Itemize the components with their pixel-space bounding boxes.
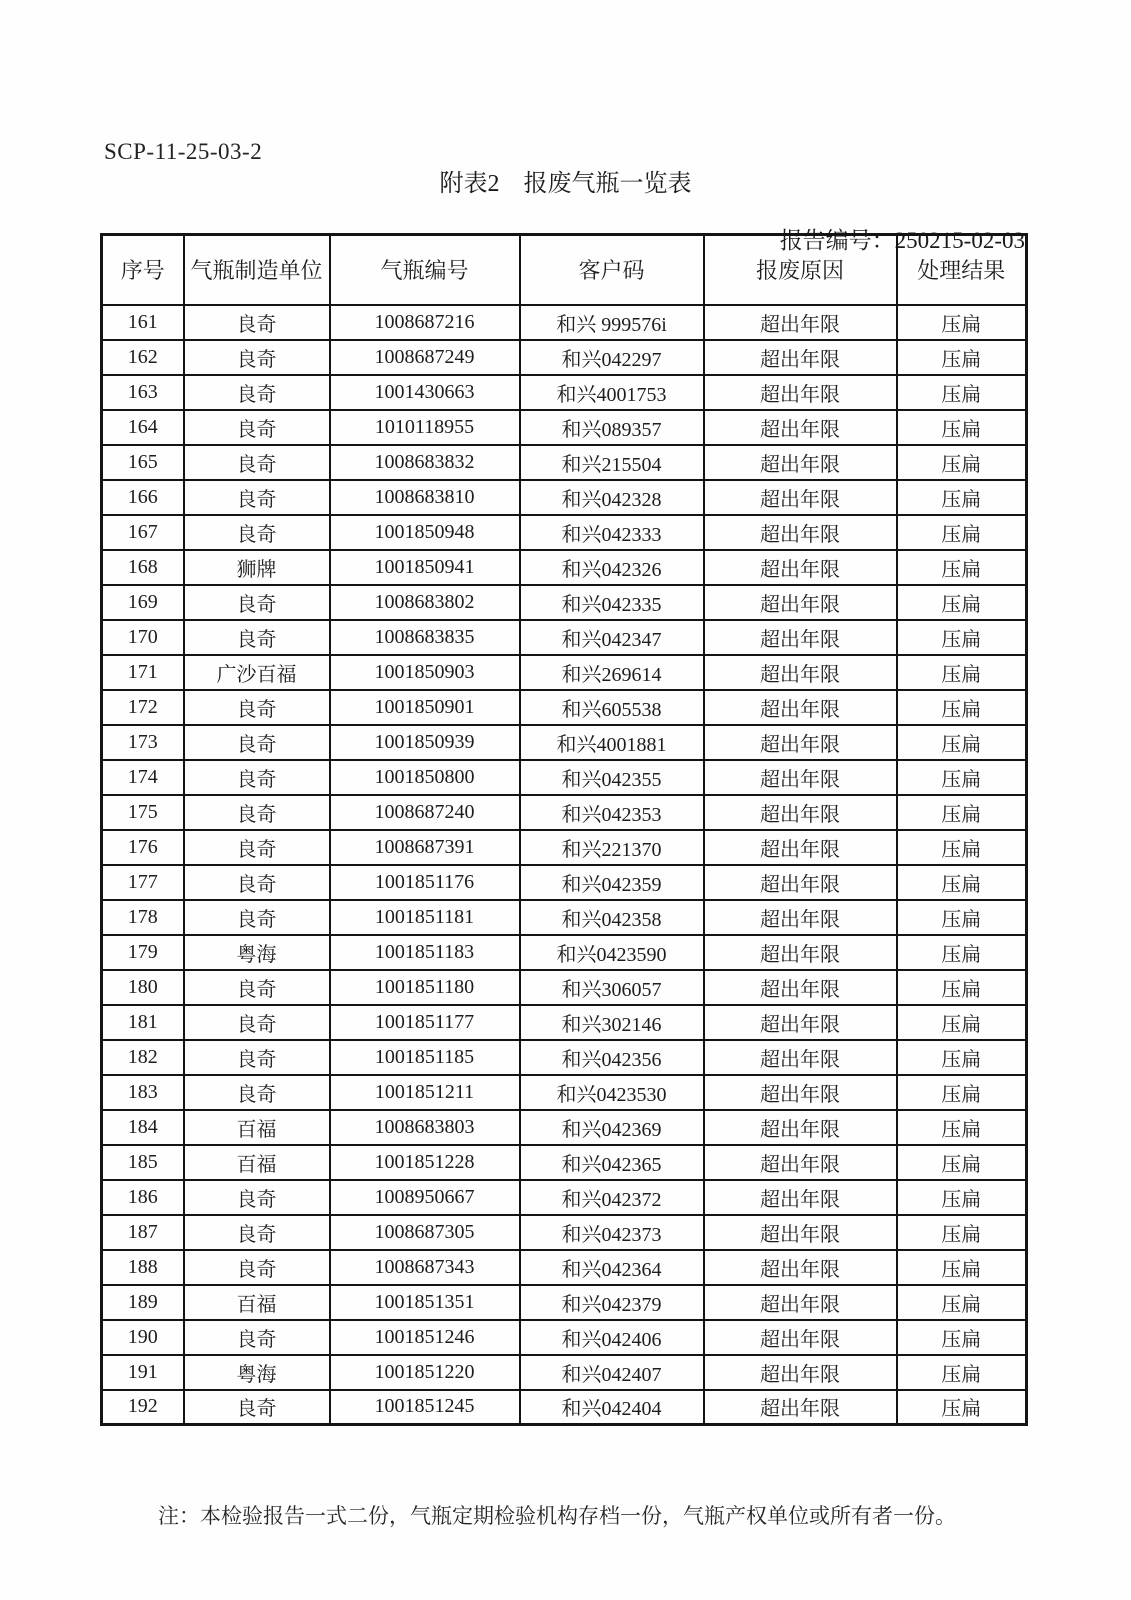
cell-customer-code: 和兴042335 (520, 585, 704, 620)
cell-result: 压扁 (897, 1180, 1027, 1215)
cell-manufacturer: 良奇 (184, 795, 330, 830)
cell-seq: 164 (102, 410, 184, 445)
cell-customer-code: 和兴042326 (520, 550, 704, 585)
cell-customer-code: 和兴042404 (520, 1390, 704, 1425)
cell-customer-code: 和兴042297 (520, 340, 704, 375)
cell-cylinder-no: 1001850939 (330, 725, 520, 760)
cell-customer-code: 和兴042364 (520, 1250, 704, 1285)
cell-customer-code: 和兴042365 (520, 1145, 704, 1180)
cell-customer-code: 和兴089357 (520, 410, 704, 445)
cell-customer-code: 和兴215504 (520, 445, 704, 480)
table-row (102, 795, 1027, 830)
cell-result: 压扁 (897, 480, 1027, 515)
cell-seq: 186 (102, 1180, 184, 1215)
table-row (102, 1145, 1027, 1180)
table-row (102, 1215, 1027, 1250)
cell-manufacturer: 良奇 (184, 1250, 330, 1285)
cell-manufacturer: 良奇 (184, 865, 330, 900)
cell-result: 压扁 (897, 760, 1027, 795)
cell-manufacturer: 良奇 (184, 340, 330, 375)
cell-scrap-reason: 超出年限 (704, 935, 897, 970)
document-code: SCP-11-25-03-2 (104, 139, 263, 164)
cell-seq: 175 (102, 795, 184, 830)
column-header-seq: 序号 (102, 235, 184, 305)
cell-result: 压扁 (897, 690, 1027, 725)
cell-manufacturer: 良奇 (184, 1320, 330, 1355)
cell-cylinder-no: 1008683810 (330, 480, 520, 515)
cell-manufacturer: 粤海 (184, 1355, 330, 1390)
cell-scrap-reason: 超出年限 (704, 620, 897, 655)
cell-manufacturer: 良奇 (184, 1390, 330, 1425)
cell-scrap-reason: 超出年限 (704, 1390, 897, 1425)
cell-seq: 163 (102, 375, 184, 410)
cell-result: 压扁 (897, 830, 1027, 865)
table-row (102, 900, 1027, 935)
cell-manufacturer: 良奇 (184, 480, 330, 515)
cell-cylinder-no: 1008683802 (330, 585, 520, 620)
cell-scrap-reason: 超出年限 (704, 690, 897, 725)
table-row (102, 830, 1027, 865)
column-header-customer-code: 客户码 (520, 235, 704, 305)
cell-scrap-reason: 超出年限 (704, 410, 897, 445)
cell-result: 压扁 (897, 1215, 1027, 1250)
cell-customer-code: 和兴042372 (520, 1180, 704, 1215)
cell-result: 压扁 (897, 585, 1027, 620)
cell-result: 压扁 (897, 1145, 1027, 1180)
cell-scrap-reason: 超出年限 (704, 1250, 897, 1285)
cell-manufacturer: 良奇 (184, 900, 330, 935)
cell-seq: 170 (102, 620, 184, 655)
cell-cylinder-no: 1001850941 (330, 550, 520, 585)
cell-result: 压扁 (897, 1005, 1027, 1040)
cell-seq: 177 (102, 865, 184, 900)
cell-seq: 165 (102, 445, 184, 480)
cell-customer-code: 和兴042356 (520, 1040, 704, 1075)
report-number-value: 250215-02-03 (894, 228, 1025, 253)
cell-manufacturer: 良奇 (184, 305, 330, 340)
cell-seq: 189 (102, 1285, 184, 1320)
cell-result: 压扁 (897, 725, 1027, 760)
cell-result: 压扁 (897, 1110, 1027, 1145)
cell-cylinder-no: 1008683832 (330, 445, 520, 480)
cell-customer-code: 和兴042328 (520, 480, 704, 515)
cell-result: 压扁 (897, 970, 1027, 1005)
cell-seq: 192 (102, 1390, 184, 1425)
cell-customer-code: 和兴0423590 (520, 935, 704, 970)
cell-manufacturer: 良奇 (184, 1075, 330, 1110)
cell-seq: 182 (102, 1040, 184, 1075)
cell-scrap-reason: 超出年限 (704, 1005, 897, 1040)
cell-seq: 191 (102, 1355, 184, 1390)
cell-seq: 169 (102, 585, 184, 620)
cell-cylinder-no: 1001851183 (330, 935, 520, 970)
table-row (102, 480, 1027, 515)
cell-scrap-reason: 超出年限 (704, 375, 897, 410)
table-row (102, 655, 1027, 690)
cell-customer-code: 和兴042379 (520, 1285, 704, 1320)
cell-seq: 179 (102, 935, 184, 970)
cell-cylinder-no: 1001850903 (330, 655, 520, 690)
cell-cylinder-no: 1008687305 (330, 1215, 520, 1250)
cell-cylinder-no: 1008687240 (330, 795, 520, 830)
cell-seq: 162 (102, 340, 184, 375)
cell-seq: 188 (102, 1250, 184, 1285)
cell-result: 压扁 (897, 1250, 1027, 1285)
cell-scrap-reason: 超出年限 (704, 480, 897, 515)
cell-customer-code: 和兴306057 (520, 970, 704, 1005)
table-row (102, 725, 1027, 760)
cell-cylinder-no: 1008687249 (330, 340, 520, 375)
cell-manufacturer: 百福 (184, 1285, 330, 1320)
table-row (102, 515, 1027, 550)
cell-seq: 173 (102, 725, 184, 760)
table-row (102, 690, 1027, 725)
cell-result: 压扁 (897, 340, 1027, 375)
cell-result: 压扁 (897, 1320, 1027, 1355)
cell-cylinder-no: 1008683835 (330, 620, 520, 655)
cell-seq: 185 (102, 1145, 184, 1180)
cell-scrap-reason: 超出年限 (704, 830, 897, 865)
cell-result: 压扁 (897, 620, 1027, 655)
cell-scrap-reason: 超出年限 (704, 340, 897, 375)
cell-cylinder-no: 1001851185 (330, 1040, 520, 1075)
cell-result: 压扁 (897, 515, 1027, 550)
cell-manufacturer: 良奇 (184, 1005, 330, 1040)
cell-result: 压扁 (897, 1285, 1027, 1320)
cell-seq: 168 (102, 550, 184, 585)
cell-manufacturer: 百福 (184, 1110, 330, 1145)
cell-result: 压扁 (897, 655, 1027, 690)
table-row (102, 1040, 1027, 1075)
table-row (102, 1005, 1027, 1040)
cell-cylinder-no: 1001851246 (330, 1320, 520, 1355)
cell-result: 压扁 (897, 900, 1027, 935)
cell-seq: 172 (102, 690, 184, 725)
cell-scrap-reason: 超出年限 (704, 585, 897, 620)
cell-manufacturer: 良奇 (184, 970, 330, 1005)
cell-scrap-reason: 超出年限 (704, 445, 897, 480)
table-row (102, 760, 1027, 795)
page-title: 附表2 报废气瓶一览表 (439, 171, 692, 197)
column-header-scrap-reason: 报废原因 (704, 235, 897, 305)
cell-manufacturer: 良奇 (184, 620, 330, 655)
cell-result: 压扁 (897, 935, 1027, 970)
cell-result: 压扁 (897, 375, 1027, 410)
cell-manufacturer: 粤海 (184, 935, 330, 970)
table-row (102, 375, 1027, 410)
cell-seq: 180 (102, 970, 184, 1005)
cell-cylinder-no: 1001850800 (330, 760, 520, 795)
cell-customer-code: 和兴042369 (520, 1110, 704, 1145)
cell-cylinder-no: 1001851177 (330, 1005, 520, 1040)
cell-scrap-reason: 超出年限 (704, 1355, 897, 1390)
table-row (102, 620, 1027, 655)
cell-seq: 174 (102, 760, 184, 795)
cell-customer-code: 和兴269614 (520, 655, 704, 690)
cell-customer-code: 和兴0423530 (520, 1075, 704, 1110)
cell-scrap-reason: 超出年限 (704, 795, 897, 830)
cell-customer-code: 和兴042406 (520, 1320, 704, 1355)
cell-customer-code: 和兴605538 (520, 690, 704, 725)
cell-scrap-reason: 超出年限 (704, 1180, 897, 1215)
cell-result: 压扁 (897, 1075, 1027, 1110)
table-row (102, 305, 1027, 340)
cell-seq: 178 (102, 900, 184, 935)
table-row (102, 865, 1027, 900)
cell-scrap-reason: 超出年限 (704, 1040, 897, 1075)
table-row (102, 445, 1027, 480)
column-header-cylinder-no: 气瓶编号 (330, 235, 520, 305)
cell-customer-code: 和兴4001881 (520, 725, 704, 760)
cell-customer-code: 和兴042355 (520, 760, 704, 795)
cell-cylinder-no: 1001851228 (330, 1145, 520, 1180)
cell-seq: 187 (102, 1215, 184, 1250)
cell-cylinder-no: 1008950667 (330, 1180, 520, 1215)
cell-scrap-reason: 超出年限 (704, 725, 897, 760)
cell-cylinder-no: 1001850948 (330, 515, 520, 550)
cell-manufacturer: 良奇 (184, 830, 330, 865)
cell-scrap-reason: 超出年限 (704, 760, 897, 795)
cell-manufacturer: 良奇 (184, 690, 330, 725)
cell-result: 压扁 (897, 550, 1027, 585)
cell-result: 压扁 (897, 1390, 1027, 1425)
cell-result: 压扁 (897, 1355, 1027, 1390)
cell-seq: 190 (102, 1320, 184, 1355)
cell-cylinder-no: 1008687391 (330, 830, 520, 865)
table-row (102, 1110, 1027, 1145)
table-row (102, 1390, 1027, 1425)
cell-scrap-reason: 超出年限 (704, 305, 897, 340)
cell-customer-code: 和兴4001753 (520, 375, 704, 410)
cell-manufacturer: 良奇 (184, 585, 330, 620)
table-row (102, 550, 1027, 585)
cell-cylinder-no: 1008687343 (330, 1250, 520, 1285)
cell-result: 压扁 (897, 795, 1027, 830)
cell-customer-code: 和兴 999576i (520, 305, 704, 340)
cell-scrap-reason: 超出年限 (704, 655, 897, 690)
cell-manufacturer: 良奇 (184, 375, 330, 410)
table-row (102, 1250, 1027, 1285)
cell-cylinder-no: 1001430663 (330, 375, 520, 410)
cell-result: 压扁 (897, 305, 1027, 340)
table-row (102, 1320, 1027, 1355)
cell-manufacturer: 良奇 (184, 1180, 330, 1215)
cell-cylinder-no: 1008687216 (330, 305, 520, 340)
column-header-result: 处理结果 (897, 235, 1027, 305)
cell-customer-code: 和兴221370 (520, 830, 704, 865)
cell-scrap-reason: 超出年限 (704, 515, 897, 550)
cell-seq: 167 (102, 515, 184, 550)
table-row (102, 970, 1027, 1005)
cell-scrap-reason: 超出年限 (704, 550, 897, 585)
table-row (102, 935, 1027, 970)
table-row (102, 1180, 1027, 1215)
table-row (102, 410, 1027, 445)
cell-seq: 184 (102, 1110, 184, 1145)
cell-scrap-reason: 超出年限 (704, 1285, 897, 1320)
cell-manufacturer: 良奇 (184, 1215, 330, 1250)
table-row (102, 585, 1027, 620)
scrapped-cylinder-table (100, 233, 1028, 1426)
cell-manufacturer: 良奇 (184, 725, 330, 760)
table-row (102, 1355, 1027, 1390)
cell-customer-code: 和兴042373 (520, 1215, 704, 1250)
cell-cylinder-no: 1001850901 (330, 690, 520, 725)
cell-scrap-reason: 超出年限 (704, 1320, 897, 1355)
cell-scrap-reason: 超出年限 (704, 1110, 897, 1145)
cell-seq: 176 (102, 830, 184, 865)
cell-cylinder-no: 1001851176 (330, 865, 520, 900)
cell-cylinder-no: 1010118955 (330, 410, 520, 445)
cell-manufacturer: 良奇 (184, 1040, 330, 1075)
table-row (102, 1075, 1027, 1110)
cell-seq: 161 (102, 305, 184, 340)
cell-seq: 181 (102, 1005, 184, 1040)
cell-seq: 183 (102, 1075, 184, 1110)
cell-seq: 166 (102, 480, 184, 515)
cell-scrap-reason: 超出年限 (704, 1145, 897, 1180)
footer-note: 注：本检验报告一式二份，气瓶定期检验机构存档一份，气瓶产权单位或所有者一份。 (158, 1504, 956, 1528)
cell-customer-code: 和兴042347 (520, 620, 704, 655)
cell-customer-code: 和兴042359 (520, 865, 704, 900)
cell-manufacturer: 广沙百福 (184, 655, 330, 690)
cell-cylinder-no: 1008683803 (330, 1110, 520, 1145)
report-number-label: 报告编号： (779, 228, 895, 253)
cell-cylinder-no: 1001851220 (330, 1355, 520, 1390)
cell-manufacturer: 良奇 (184, 760, 330, 795)
cell-customer-code: 和兴302146 (520, 1005, 704, 1040)
cell-cylinder-no: 1001851180 (330, 970, 520, 1005)
cell-scrap-reason: 超出年限 (704, 900, 897, 935)
cell-scrap-reason: 超出年限 (704, 970, 897, 1005)
cell-customer-code: 和兴042333 (520, 515, 704, 550)
cell-result: 压扁 (897, 410, 1027, 445)
cell-manufacturer: 良奇 (184, 515, 330, 550)
cell-manufacturer: 良奇 (184, 445, 330, 480)
cell-scrap-reason: 超出年限 (704, 865, 897, 900)
cell-cylinder-no: 1001851211 (330, 1075, 520, 1110)
cell-scrap-reason: 超出年限 (704, 1215, 897, 1250)
table-row (102, 340, 1027, 375)
cell-cylinder-no: 1001851351 (330, 1285, 520, 1320)
cell-cylinder-no: 1001851181 (330, 900, 520, 935)
cell-result: 压扁 (897, 865, 1027, 900)
cell-customer-code: 和兴042407 (520, 1355, 704, 1390)
cell-manufacturer: 百福 (184, 1145, 330, 1180)
column-header-manufacturer: 气瓶制造单位 (184, 235, 330, 305)
cell-cylinder-no: 1001851245 (330, 1390, 520, 1425)
cell-manufacturer: 良奇 (184, 410, 330, 445)
cell-result: 压扁 (897, 445, 1027, 480)
cell-manufacturer: 狮牌 (184, 550, 330, 585)
cell-customer-code: 和兴042353 (520, 795, 704, 830)
table-row (102, 1285, 1027, 1320)
table-header-row (102, 235, 1027, 305)
cell-result: 压扁 (897, 1040, 1027, 1075)
cell-scrap-reason: 超出年限 (704, 1075, 897, 1110)
cell-customer-code: 和兴042358 (520, 900, 704, 935)
cell-seq: 171 (102, 655, 184, 690)
